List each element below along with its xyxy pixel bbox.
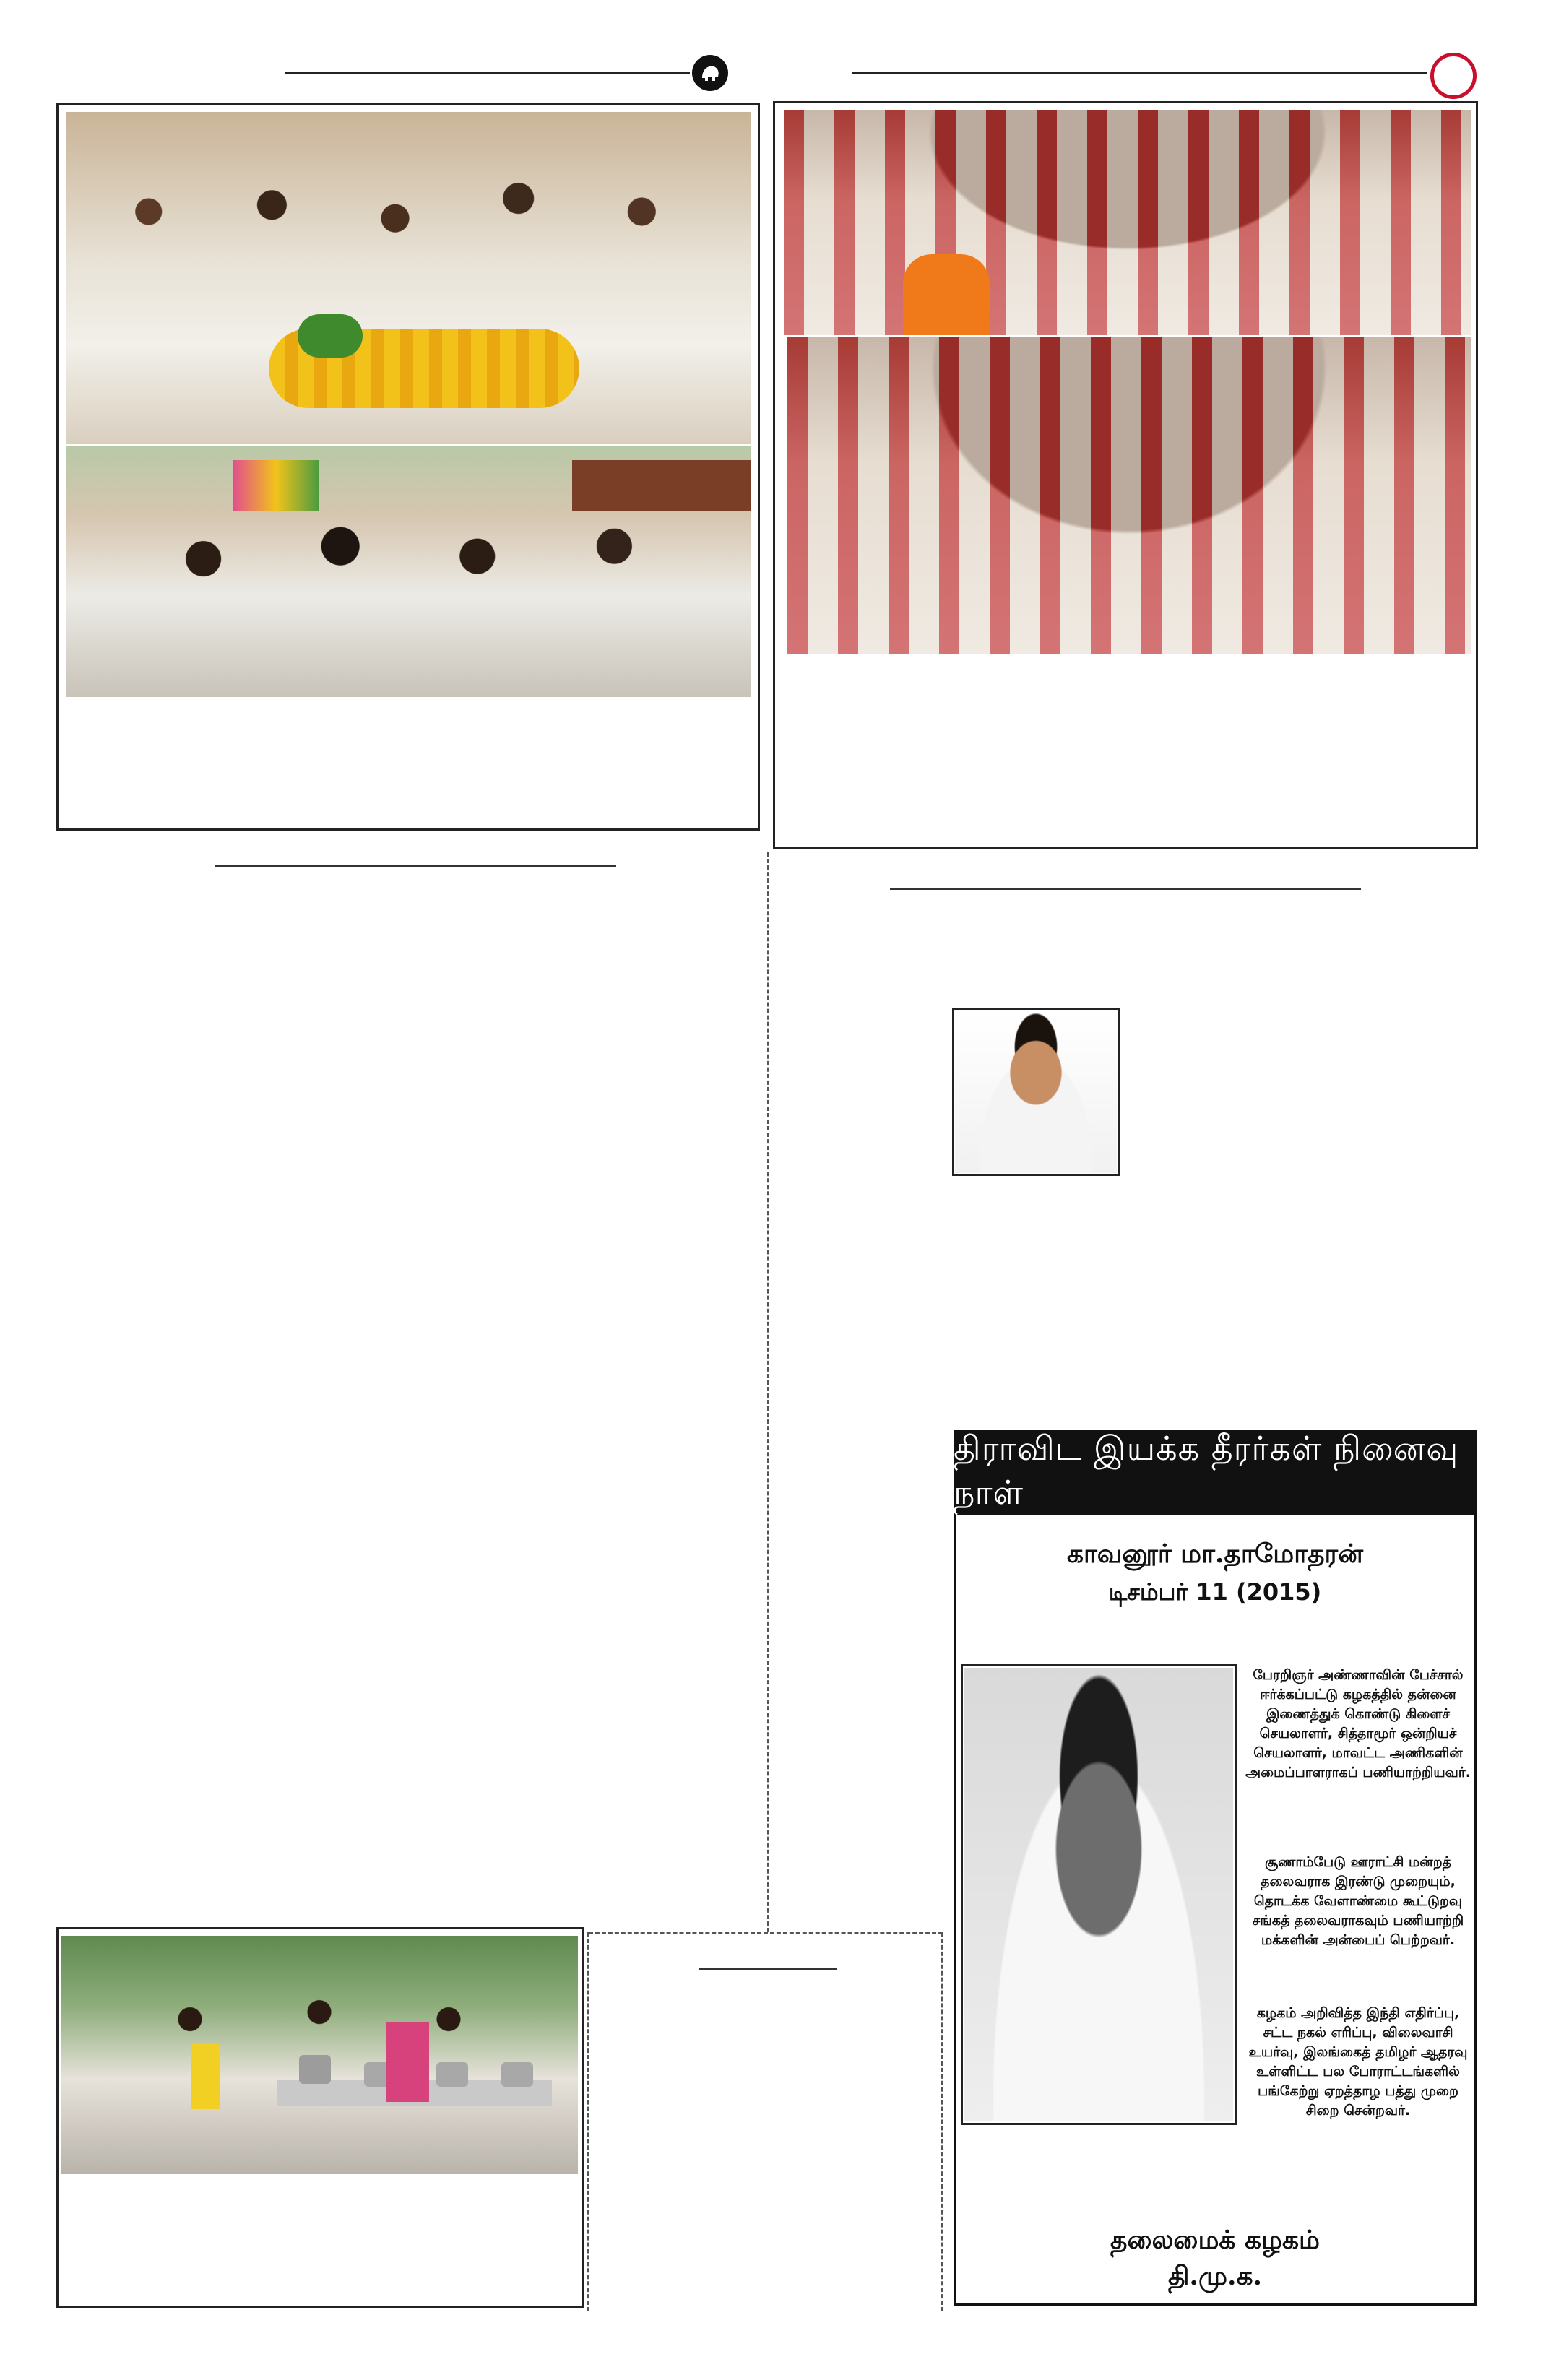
photo-wreath-ceremony [66,112,751,444]
photo-meeting-audience [787,337,1471,654]
photo-gathering-outdoor [66,446,751,697]
column-divider-lower [587,1932,589,2311]
column-divider [767,852,769,1932]
memorial-date: டிசம்பர் 11 (2015) [1108,1578,1322,1606]
header-rule-left [285,72,690,74]
memorial-footer-2: தி.மு.க. [1167,2261,1263,2291]
memorial-photo [964,1668,1233,2121]
portrait-photo [955,1011,1117,1173]
section-divider [589,1932,943,1934]
column-rule-left [215,865,616,867]
memorial-heading: திராவிட இயக்க தீரர்கள் நினைவு நாள் [954,1430,1477,1515]
column-divider-right [941,1932,943,2311]
header-rule-right [852,72,1427,74]
memorial-bio-3: கழகம் அறிவித்த இந்தி எதிர்ப்பு, சட்ட நகல் எரிப்பு, விலைவாசி உயர்வு, இலங்கைத் தமிழர் ஆதரவு உள்ளிட்ட பல போராட்டங்களில் பங்கேற்று ஏறத்தாழ பத்து முறை சிறை சென்றவர். [1248,2005,1468,2119]
memorial-footer-1: தலைமைக் கழகம் [1110,2225,1320,2255]
photo-food-distribution [61,1936,578,2174]
memorial-bio-1: பேரறிஞர் அண்ணாவின் பேச்சால் ஈர்க்கப்பட்டு கழகத்தில் தன்னை இணைத்துக் கொண்டு கிளைச் செயலாளர், சித்தாமூர் ஒன்றியச் செயலாளர், மாவட்ட அணிகளின் அமைப்பாளராகப் பணியாற்றியவர். [1245,1667,1471,1780]
photo-meeting-front-rows [784,110,1471,335]
memorial-name: காவனூர் மா.தாமோதரன் [1066,1539,1364,1569]
small-column-rule [699,1968,837,1970]
red-ring-icon [1430,53,1477,99]
column-rule-right [890,888,1361,890]
party-emblem-icon [692,55,728,91]
memorial-bio-2: சூணாம்பேடு ஊராட்சி மன்றத் தலைவராக இரண்டு முறையும், தொடக்க வேளாண்மை கூட்டுறவு சங்கத் தலைவராகவும் பணியாற்றி மக்களின் அன்பைப் பெற்றவர். [1252,1854,1464,1948]
